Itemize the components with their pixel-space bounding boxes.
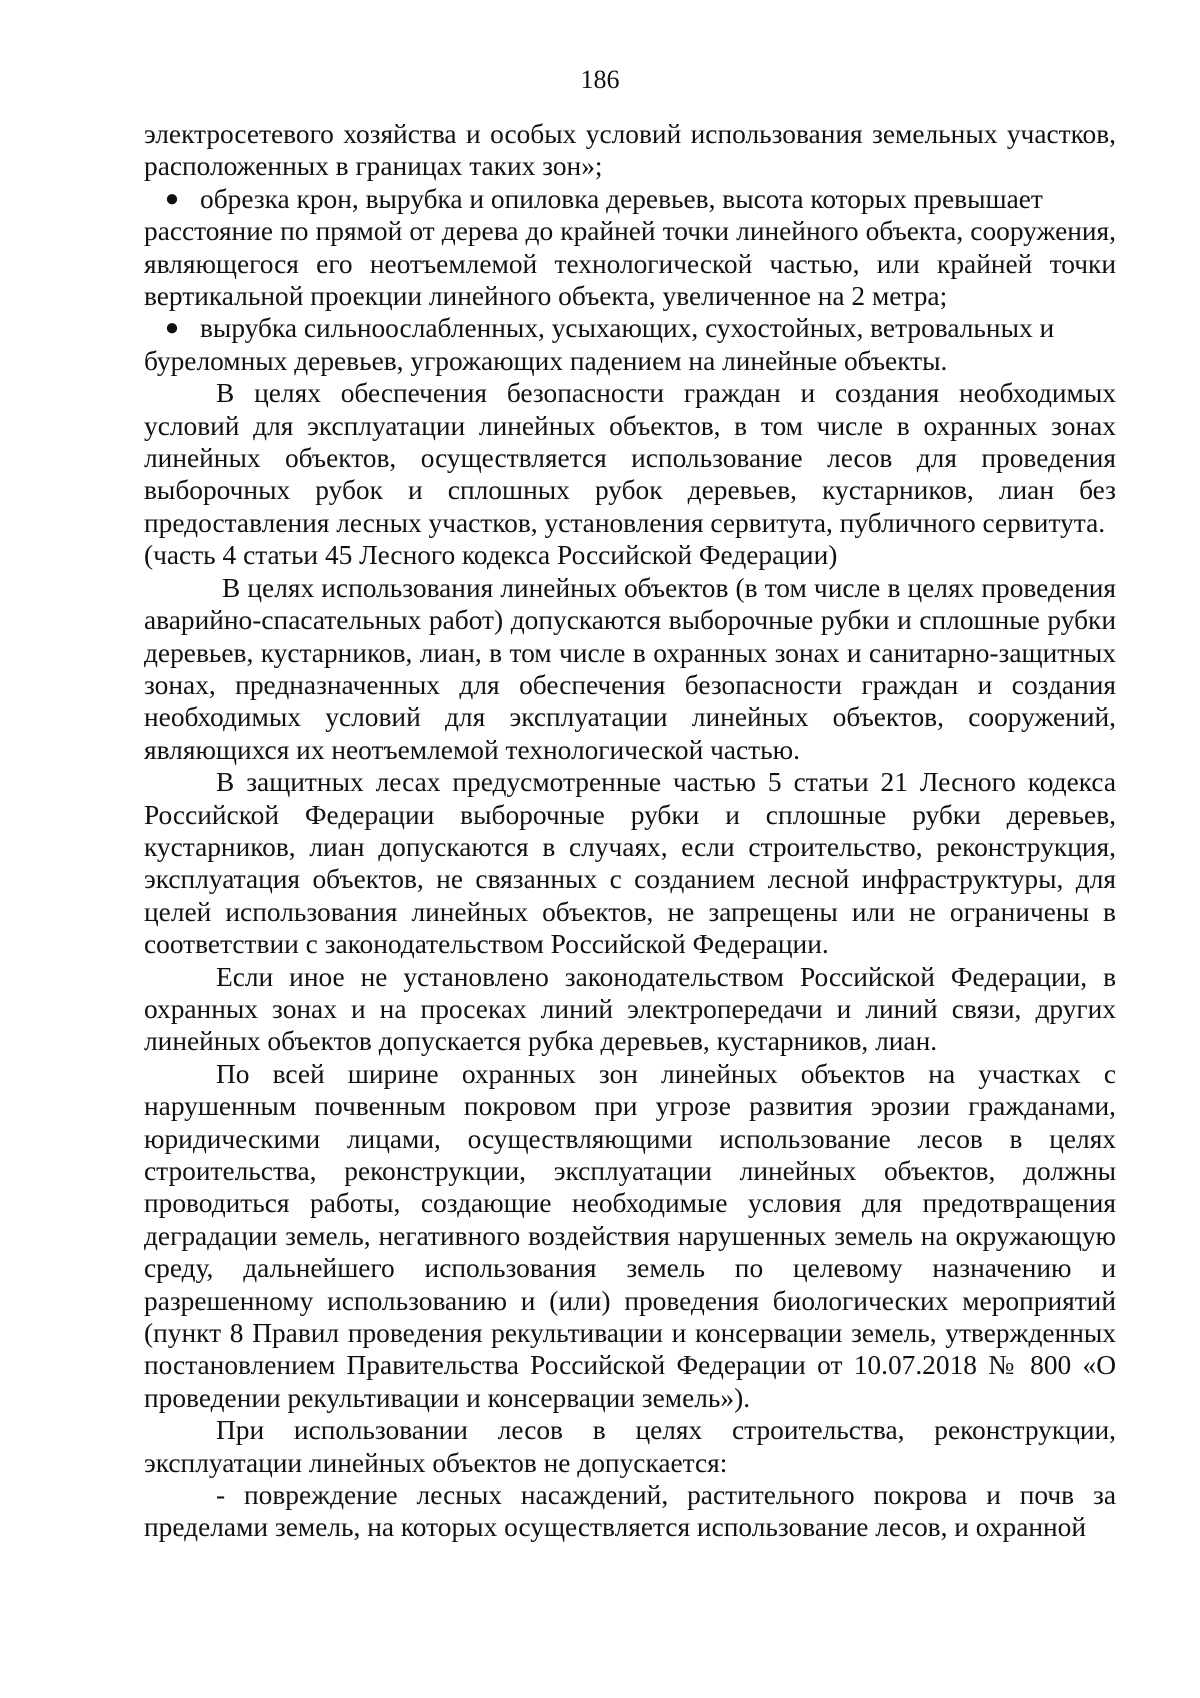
document-body	[144, 118, 1116, 1544]
bullet-first-line: обрезка крон, вырубка и опиловка деревьев, высота которых превышает	[200, 183, 1043, 214]
bullet-item-crown-trimming	[144, 183, 1116, 215]
bullet-dot-icon: ●	[164, 185, 180, 212]
paragraph-continuation: электросетевого хозяйства и особых условий использования земельных участков, расположенных в границах таких зон»;	[144, 119, 1116, 182]
page-number: 186	[580, 65, 620, 94]
paragraph-erosion: По всей ширине охранных зон линейных объектов на участках с нарушенным почвенным покровом при угрозе развития эрозии гражданами, юридическими лицами, осуществляющими использование лесов в целях строительства, реконструкции, эксплуатации линейных объектов, должны проводиться работы, создающие необходимые условия для предотвращения деградации земель, негативного воздействия нарушенных земель на окружающую среду, дальнейшего использования земель по целевому назначению и разрешенному использованию и (или) проведения биологических мероприятий (пункт 8 Правил проведения рекультивации и консервации земель, утвержденных постановлением Правительства Российской Федерации от 10.07.2018 № 800 «О проведении рекультивации и консервации земель»).	[144, 1058, 1116, 1413]
paragraph-legal-reference: (часть 4 статьи 45 Лесного кодекса Российской Федерации)	[144, 540, 838, 571]
paragraph-clearings: Если иное не установлено законодательством Российской Федерации, в охранных зонах и на просеках линий электропередачи и линий связи, других линейных объектов допускается рубка деревьев, кустарников, лиан.	[144, 961, 1116, 1057]
paragraph-safety: В целях обеспечения безопасности граждан и создания необходимых условий для эксплуатации линейных объектов, в том числе в охранных зонах линейных объектов, осуществляется использование лесов для проведения выборочных рубок и сплошных рубок деревьев, кустарников, лиан без предоставления лесных участков, установления сервитута, публичного сервитута.	[144, 378, 1116, 538]
paragraph-damage-item: - повреждение лесных насаждений, растительного покрова и почв за пределами земель, на которых осуществляется использование лесов, и охранной	[144, 1480, 1116, 1543]
bullet-item-weakened-trees	[144, 312, 1116, 344]
paragraph-protective-forests: В защитных лесах предусмотренные частью 5 статьи 21 Лесного кодекса Российской Федерации выборочные рубки и сплошные рубки деревьев, кустарников, лиан допускаются в случаях, если строительство, реконструкция, эксплуатация объектов, не связанных с созданием лесной инфраструктуры, для целей использования линейных объектов, не запрещены или не ограничены в соответствии с законодательством Российской Федерации.	[144, 767, 1116, 960]
bullet-dot-icon: ●	[164, 315, 180, 342]
bullet-first-line: вырубка сильноослабленных, усыхающих, сухостойных, ветровальных и	[200, 313, 1055, 344]
paragraph-not-allowed: При использовании лесов в целях строительства, реконструкции, эксплуатации линейных объектов не допускается:	[144, 1415, 1116, 1478]
paragraph-linear-objects: В целях использования линейных объектов (в том числе в целях проведения аварийно-спасательных работ) допускаются выборочные рубки и сплошные рубки деревьев, кустарников, лиан, в том числе в охранных зонах и санитарно-защитных зонах, предназначенных для обеспечения безопасности граждан и создания необходимых условий для эксплуатации линейных объектов, сооружений, являющихся их неотъемлемой технологической частью.	[144, 572, 1116, 765]
bullet-continuation: расстояние по прямой от дерева до крайней точки линейного объекта, сооружения, являющегося его неотъемлемой технологической частью, или крайней точки вертикальной проекции линейного объекта, увеличенное на 2 метра;	[144, 216, 1116, 312]
bullet-continuation: буреломных деревьев, угрожающих падением на линейные объекты.	[144, 345, 948, 376]
